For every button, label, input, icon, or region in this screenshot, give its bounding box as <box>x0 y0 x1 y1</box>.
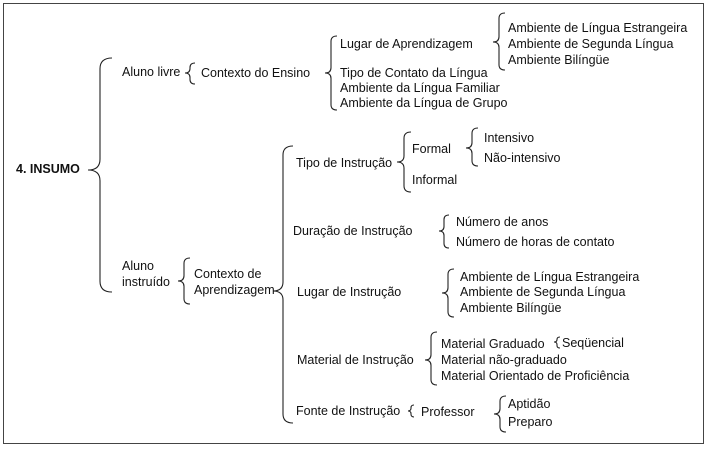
duracao-item: Número de anos <box>456 215 549 229</box>
contexto-ensino-brace <box>325 36 337 110</box>
tipo-instrucao-brace <box>397 132 411 192</box>
lugar-instrucao-brace <box>442 269 454 317</box>
aluno-instruido-label-line1: Aluno <box>122 259 154 273</box>
material-graduado-brace <box>554 337 560 348</box>
material-instrucao-brace <box>425 332 437 385</box>
contexto-aprendizagem-label-line1: Contexto de <box>194 267 262 281</box>
lugar-aprendizagem-label: Lugar de Aprendizagem <box>340 37 473 51</box>
professor-item: Preparo <box>508 415 553 429</box>
aluno-livre-brace <box>185 63 195 84</box>
fonte-instrucao-brace <box>408 405 414 417</box>
duracao-brace <box>439 215 449 248</box>
lugar-aprendizagem-item: Ambiente Bilíngüe <box>508 53 610 67</box>
contexto-ensino-item: Ambiente da Língua Familiar <box>340 81 500 95</box>
duracao-item: Número de horas de contato <box>456 235 615 249</box>
lugar-instrucao-item: Ambiente Bilíngüe <box>460 301 562 315</box>
informal-label: Informal <box>412 173 458 187</box>
lugar-aprendizagem-item: Ambiente de Segunda Língua <box>508 37 674 51</box>
lugar-instrucao-label: Lugar de Instrução <box>297 285 402 299</box>
lugar-instrucao-item: Ambiente de Língua Estrangeira <box>460 270 640 284</box>
duracao-instrucao-label: Duração de Instrução <box>293 224 413 238</box>
aluno-instruido-label-line2: instruído <box>122 275 170 289</box>
material-item: Material não-graduado <box>441 353 567 367</box>
formal-label: Formal <box>412 142 451 156</box>
professor-item: Aptidão <box>508 397 551 411</box>
lugar-aprendizagem-item: Ambiente de Língua Estrangeira <box>508 21 688 35</box>
contexto-ensino-label: Contexto do Ensino <box>201 66 311 80</box>
material-instrucao-label: Material de Instrução <box>297 353 414 367</box>
aluno-livre-label: Aluno livre <box>122 65 181 79</box>
fonte-instrucao-label: Fonte de Instrução <box>296 404 401 418</box>
lugar-aprendizagem-brace <box>493 13 505 70</box>
formal-brace <box>466 128 478 166</box>
contexto-ensino-item: Tipo de Contato da Língua <box>340 66 488 80</box>
root-brace <box>88 58 112 292</box>
material-item: Material Graduado <box>441 337 545 351</box>
professor-label: Professor <box>421 405 475 419</box>
lugar-instrucao-item: Ambiente de Segunda Língua <box>460 285 626 299</box>
contexto-ensino-item: Ambiente da Língua de Grupo <box>340 96 508 110</box>
material-item: Material Orientado de Proficiência <box>441 369 630 383</box>
contexto-aprendizagem-label-line2: Aprendizagem <box>194 283 275 297</box>
contexto-aprendizagem-brace <box>273 146 293 423</box>
professor-brace <box>494 396 506 432</box>
root-title: 4. INSUMO <box>16 162 80 176</box>
aluno-instruido-brace <box>178 258 190 304</box>
material-graduado-sub-item: Seqüencial <box>562 336 624 350</box>
formal-item: Não-intensivo <box>484 151 561 165</box>
formal-item: Intensivo <box>484 131 535 145</box>
tipo-instrucao-label: Tipo de Instrução <box>296 156 393 170</box>
